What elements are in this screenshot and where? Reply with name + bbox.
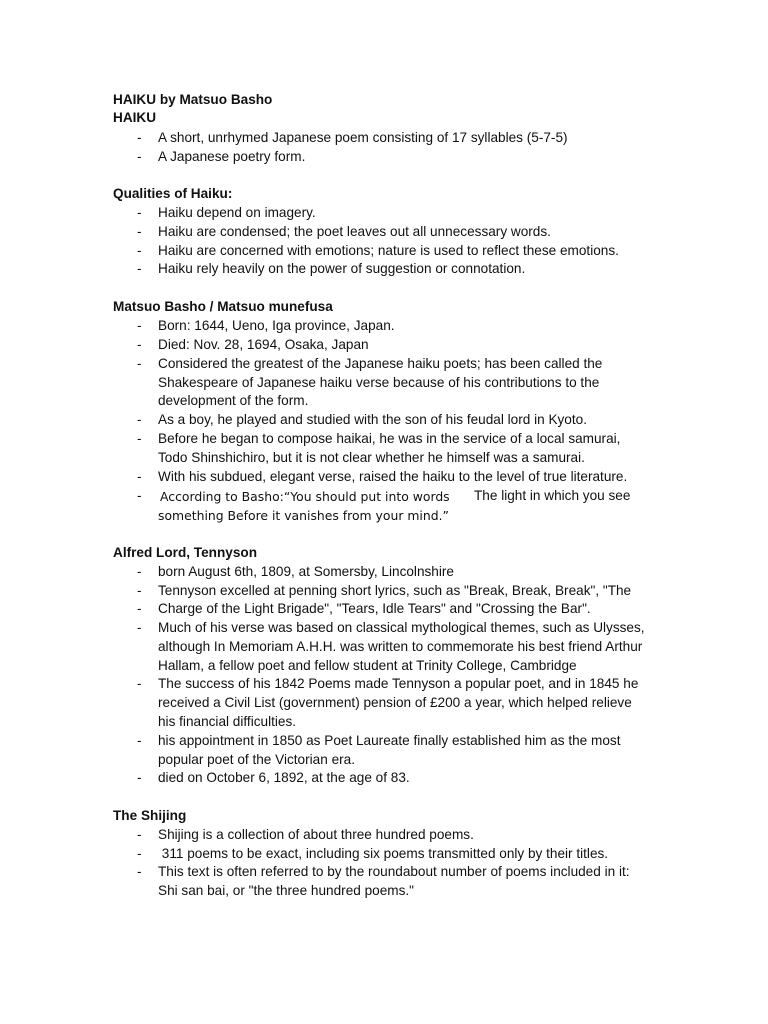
list-item: Haiku depend on imagery.	[158, 205, 316, 220]
list-item: A short, unrhymed Japanese poem consisting of 17 syllables (5-7-5)	[158, 130, 568, 145]
bullet-dash: -	[137, 337, 142, 352]
quote-line-start: According to Basho:“You should put into words	[160, 489, 450, 504]
bullet-dash: -	[137, 601, 142, 616]
bullet-dash: -	[137, 224, 142, 239]
bullet-dash: -	[137, 431, 142, 446]
bullet-dash: -	[137, 412, 142, 427]
list-item-line: development of the form.	[158, 393, 309, 408]
list-item: died on October 6, 1892, at the age of 83.	[158, 770, 410, 785]
list-item: Haiku are condensed; the poet leaves out all unnecessary words.	[158, 224, 551, 239]
list-item-line: Shakespeare of Japanese haiku verse because of his contributions to the	[158, 375, 600, 390]
section-heading-tennyson: Alfred Lord, Tennyson	[113, 545, 257, 560]
bullet-dash: -	[137, 488, 142, 503]
bullet-dash: -	[137, 583, 142, 598]
bullet-dash: -	[137, 261, 142, 276]
list-item-line: Hallam, a fellow poet and fellow student at Trinity College, Cambridge	[158, 658, 577, 673]
list-item-line: Much of his verse was based on classical mythological themes, such as Ulysses,	[158, 620, 645, 635]
bullet-dash: -	[137, 243, 142, 258]
document-title: HAIKU by Matsuo Basho	[113, 92, 273, 107]
list-item: A Japanese poetry form.	[158, 149, 306, 164]
list-item-line: received a Civil List (government) pension of £200 a year, which helped relieve	[158, 695, 632, 710]
list-item: 311 poems to be exact, including six poems transmitted only by their titles.	[158, 846, 609, 861]
bullet-dash: -	[137, 149, 142, 164]
list-item: Tennyson excelled at penning short lyrics, such as "Break, Break, Break", "The	[158, 583, 632, 598]
section-heading-haiku: HAIKU	[113, 110, 157, 125]
bullet-dash: -	[137, 469, 142, 484]
list-item: Haiku rely heavily on the power of suggestion or connotation.	[158, 261, 526, 276]
section-heading-qualities: Qualities of Haiku:	[113, 186, 233, 201]
bullet-dash: -	[137, 770, 142, 785]
bullet-dash: -	[137, 846, 142, 861]
list-item: born August 6th, 1809, at Somersby, Lincolnshire	[158, 564, 454, 579]
bullet-dash: -	[137, 827, 142, 842]
list-item-line: popular poet of the Victorian era.	[158, 752, 355, 767]
list-item: Charge of the Light Brigade", "Tears, Idle Tears" and "Crossing the Bar".	[158, 601, 591, 616]
section-heading-shijing: The Shijing	[113, 808, 187, 823]
bullet-dash: -	[137, 130, 142, 145]
bullet-dash: -	[137, 733, 142, 748]
list-item-line: Todo Shinshichiro, but it is not clear whether he himself was a samurai.	[158, 450, 585, 465]
bullet-dash: -	[137, 864, 142, 879]
list-item-line: although In Memoriam A.H.H. was written to commemorate his best friend Arthur	[158, 639, 643, 654]
list-item-line: his financial difficulties.	[158, 714, 297, 729]
list-item-line: This text is often referred to by the roundabout number of poems included in it:	[158, 864, 630, 879]
list-item-line: The success of his 1842 Poems made Tennyson a popular poet, and in 1845 he	[158, 676, 639, 691]
list-item: As a boy, he played and studied with the son of his feudal lord in Kyoto.	[158, 412, 587, 427]
list-item: With his subdued, elegant verse, raised the haiku to the level of true literature.	[158, 469, 628, 484]
list-item-line: Before he began to compose haikai, he was in the service of a local samurai,	[158, 431, 621, 446]
bullet-dash: -	[137, 564, 142, 579]
bullet-dash: -	[137, 318, 142, 333]
list-item: Died: Nov. 28, 1694, Osaka, Japan	[158, 337, 369, 352]
bullet-dash: -	[137, 620, 142, 635]
bullet-dash: -	[137, 205, 142, 220]
list-item: Shijing is a collection of about three hundred poems.	[158, 827, 474, 842]
list-item-line: his appointment in 1850 as Poet Laureate finally established him as the most	[158, 733, 621, 748]
section-heading-basho: Matsuo Basho / Matsuo munefusa	[113, 299, 333, 314]
list-item-line: Shi san bai, or "the three hundred poems."	[158, 883, 415, 898]
quote-line: something Before it vanishes from your mind.”	[158, 508, 449, 523]
list-item: Haiku are concerned with emotions; nature is used to reflect these emotions.	[158, 243, 619, 258]
bullet-dash: -	[137, 356, 142, 371]
list-item-line: Considered the greatest of the Japanese haiku poets; has been called the	[158, 356, 603, 371]
bullet-dash: -	[137, 676, 142, 691]
quote-line-end: The light in which you see	[474, 488, 631, 503]
list-item: Born: 1644, Ueno, Iga province, Japan.	[158, 318, 395, 333]
